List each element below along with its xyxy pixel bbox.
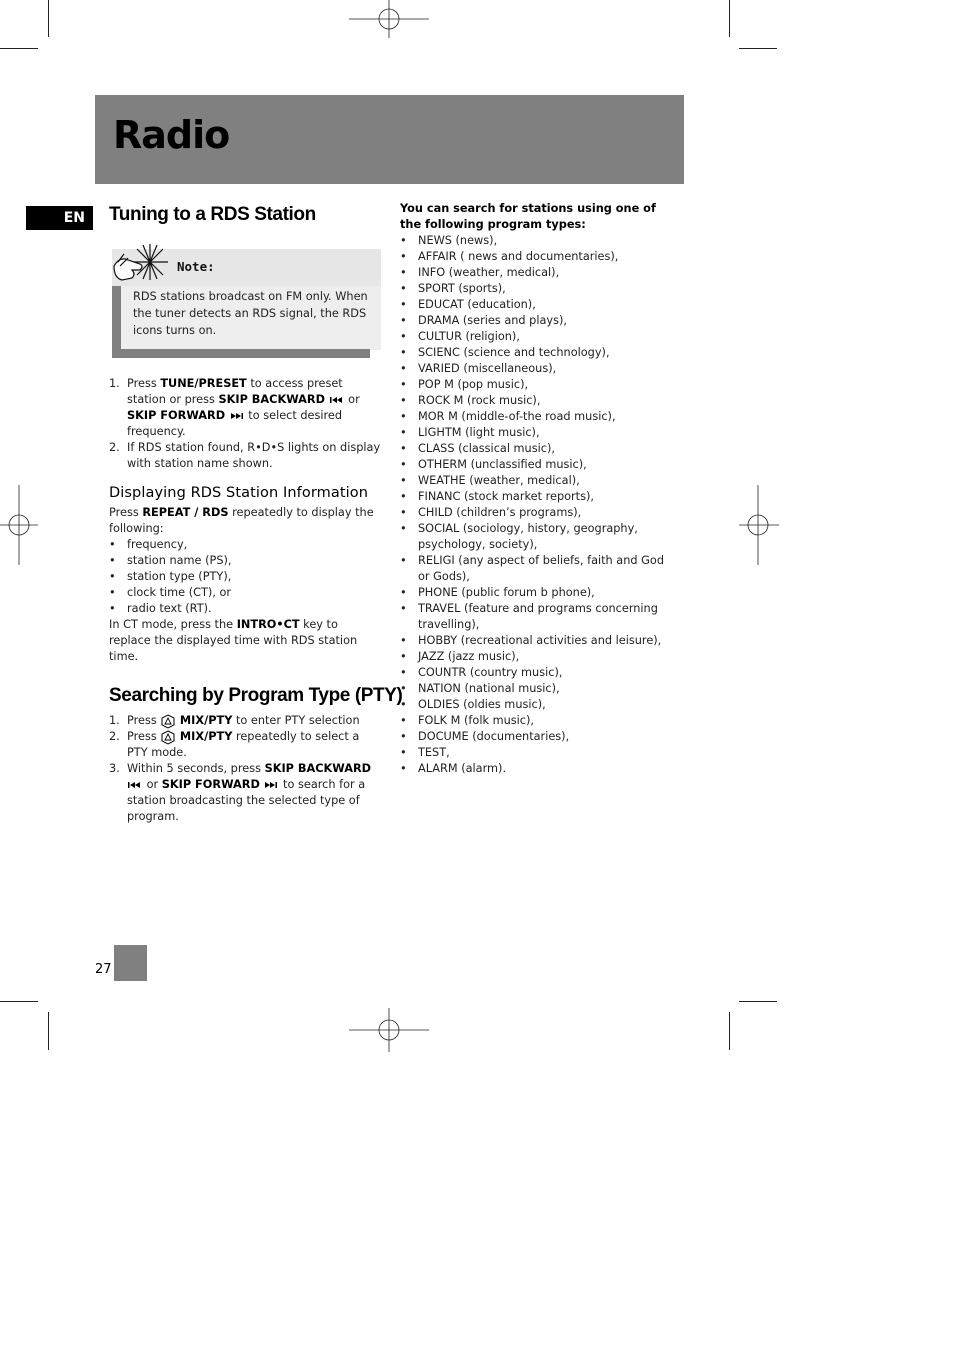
- key-name: MIX/PTY: [179, 730, 233, 743]
- list-item: • COUNTR (country music),: [400, 665, 675, 681]
- paragraph: [109, 617, 381, 665]
- list-item: • WEATHE (weather, medical),: [400, 473, 675, 489]
- skip-backward-icon: [329, 396, 345, 404]
- display-info-list: [109, 537, 381, 617]
- crop-mark: [739, 48, 777, 49]
- list-item: • INFO (weather, medical),: [400, 265, 675, 281]
- list-item: • CLASS (classical music),: [400, 441, 675, 457]
- list-item: • ALARM (alarm).: [400, 761, 675, 777]
- list-item: [109, 761, 381, 825]
- crop-mark: [739, 1001, 777, 1002]
- paragraph-text: repeatedly to display the following:: [109, 506, 374, 535]
- registration-mark-icon: [349, 0, 429, 46]
- list-item: • SPORT (sports),: [400, 281, 675, 297]
- step-text: Press: [127, 377, 161, 390]
- crop-mark: [48, 0, 49, 37]
- list-item: • station name (PS),: [109, 553, 381, 569]
- skip-forward-icon: [229, 412, 245, 420]
- registration-mark-icon: [0, 485, 40, 565]
- crop-mark: [729, 1012, 730, 1050]
- key-name: SKIP BACKWARD: [264, 762, 372, 775]
- note-border: [112, 286, 121, 358]
- list-item: • frequency,: [109, 537, 381, 553]
- step-text: to enter PTY selection: [232, 714, 360, 727]
- list-item: • CULTUR (religion),: [400, 329, 675, 345]
- list-item: • EDUCAT (education),: [400, 297, 675, 313]
- registration-mark-icon: [349, 1008, 429, 1054]
- key-name: SKIP FORWARD: [127, 409, 226, 422]
- list-item: • DRAMA (series and plays),: [400, 313, 675, 329]
- list-item: [109, 376, 384, 440]
- list-item: • POP M (pop music),: [400, 377, 675, 393]
- step-number: 1.: [109, 714, 120, 727]
- step-number: 3.: [109, 762, 120, 775]
- list-item: • station type (PTY),: [109, 569, 381, 585]
- list-item: [109, 729, 381, 761]
- list-item: • radio text (RT).: [109, 601, 381, 617]
- list-item: • OLDIES (oldies music),: [400, 697, 675, 713]
- crop-mark: [0, 48, 38, 49]
- step-number: 2.: [109, 730, 120, 743]
- key-name: REPEAT / RDS: [142, 506, 229, 519]
- list-item: • NEWS (news),: [400, 233, 675, 249]
- list-item: • DOCUME (documentaries),: [400, 729, 675, 745]
- skip-forward-icon: [263, 781, 279, 789]
- list-item: • JAZZ (jazz music),: [400, 649, 675, 665]
- list-item: • SOCIAL (sociology, history, geography, psychology, society),: [400, 521, 675, 553]
- key-name: SKIP BACKWARD: [218, 393, 325, 406]
- note-border: [112, 349, 370, 358]
- list-item: • RELIGI (any aspect of beliefs, faith and God or Gods),: [400, 553, 675, 585]
- registration-mark-icon: [737, 485, 779, 565]
- page-number: 27: [95, 962, 112, 977]
- step-text: Within 5 seconds, press: [127, 762, 265, 775]
- list-item: • FOLK M (folk music),: [400, 713, 675, 729]
- list-item: • AFFAIR ( news and documentaries),: [400, 249, 675, 265]
- list-item: • OTHERM (unclassified music),: [400, 457, 675, 473]
- note-hand-icon: [110, 240, 168, 286]
- step-number: 2.: [109, 441, 120, 454]
- mix-pty-icon: [160, 714, 176, 729]
- section-heading-tuning: Tuning to a RDS Station: [109, 204, 316, 225]
- list-item: • CHILD (children’s programs),: [400, 505, 675, 521]
- crop-mark: [729, 0, 730, 37]
- crop-mark: [0, 1001, 38, 1002]
- page-title: Radio: [113, 113, 230, 157]
- display-info-block: [109, 505, 381, 665]
- step-text: to access preset station or press: [127, 377, 343, 406]
- key-name: MIX/PTY: [179, 714, 233, 727]
- list-item: • SCIENC (science and technology),: [400, 345, 675, 361]
- paragraph-text: Press: [109, 506, 143, 519]
- key-name: INTRO•CT: [236, 618, 300, 631]
- section-heading-pty: Searching by Program Type (PTY): [109, 685, 403, 706]
- list-item: • LIGHTM (light music),: [400, 425, 675, 441]
- step-text: to select desired frequency.: [127, 409, 343, 438]
- list-item: [109, 440, 384, 472]
- step-text: Press: [127, 714, 161, 727]
- step-text: Press: [127, 730, 161, 743]
- list-item: • NATION (national music),: [400, 681, 675, 697]
- list-item: • TEST,: [400, 745, 675, 761]
- note-text: RDS stations broadcast on FM only. When the tuner detects an RDS signal, the RDS icons turns on.: [133, 290, 368, 337]
- pty-types-block: [400, 201, 675, 777]
- step-text: repeatedly to select a PTY mode.: [127, 730, 360, 759]
- list-item: • clock time (CT), or: [109, 585, 381, 601]
- pty-types-list: [400, 233, 675, 777]
- list-item: • TRAVEL (feature and programs concerning travelling),: [400, 601, 675, 633]
- tuning-steps: [109, 376, 384, 472]
- key-name: TUNE/PRESET: [160, 377, 247, 390]
- crop-mark: [48, 1012, 49, 1050]
- list-item: • FINANC (stock market reports),: [400, 489, 675, 505]
- list-item: • ROCK M (rock music),: [400, 393, 675, 409]
- list-item: • VARIED (miscellaneous),: [400, 361, 675, 377]
- mix-pty-icon: [160, 730, 176, 745]
- paragraph-text: In CT mode, press the: [109, 618, 237, 631]
- list-item: [109, 713, 381, 729]
- language-tab: EN: [26, 206, 93, 230]
- step-number: 1.: [109, 377, 120, 390]
- pty-steps: [109, 713, 381, 825]
- list-item: • PHONE (public forum b phone),: [400, 585, 675, 601]
- list-item: • MOR M (middle-of-the road music),: [400, 409, 675, 425]
- step-text: or: [146, 778, 162, 791]
- step-text: or: [348, 393, 360, 406]
- paragraph: [109, 505, 381, 537]
- list-item: • HOBBY (recreational activities and leisure),: [400, 633, 675, 649]
- paragraph-text: key to replace the displayed time with RDS station time.: [109, 618, 358, 663]
- step-text: to search for a station broadcasting the selected type of program.: [127, 778, 366, 823]
- section-heading-displaying: Displaying RDS Station Information: [109, 485, 369, 501]
- pty-intro: You can search for stations using one of the following program types:: [400, 202, 656, 231]
- page-tab: [114, 945, 147, 981]
- note-label: Note:: [177, 259, 215, 274]
- key-name: SKIP FORWARD: [161, 778, 260, 791]
- skip-backward-icon: [127, 781, 143, 789]
- step-text: If RDS station found, R•D•S lights on display with station name shown.: [127, 441, 381, 470]
